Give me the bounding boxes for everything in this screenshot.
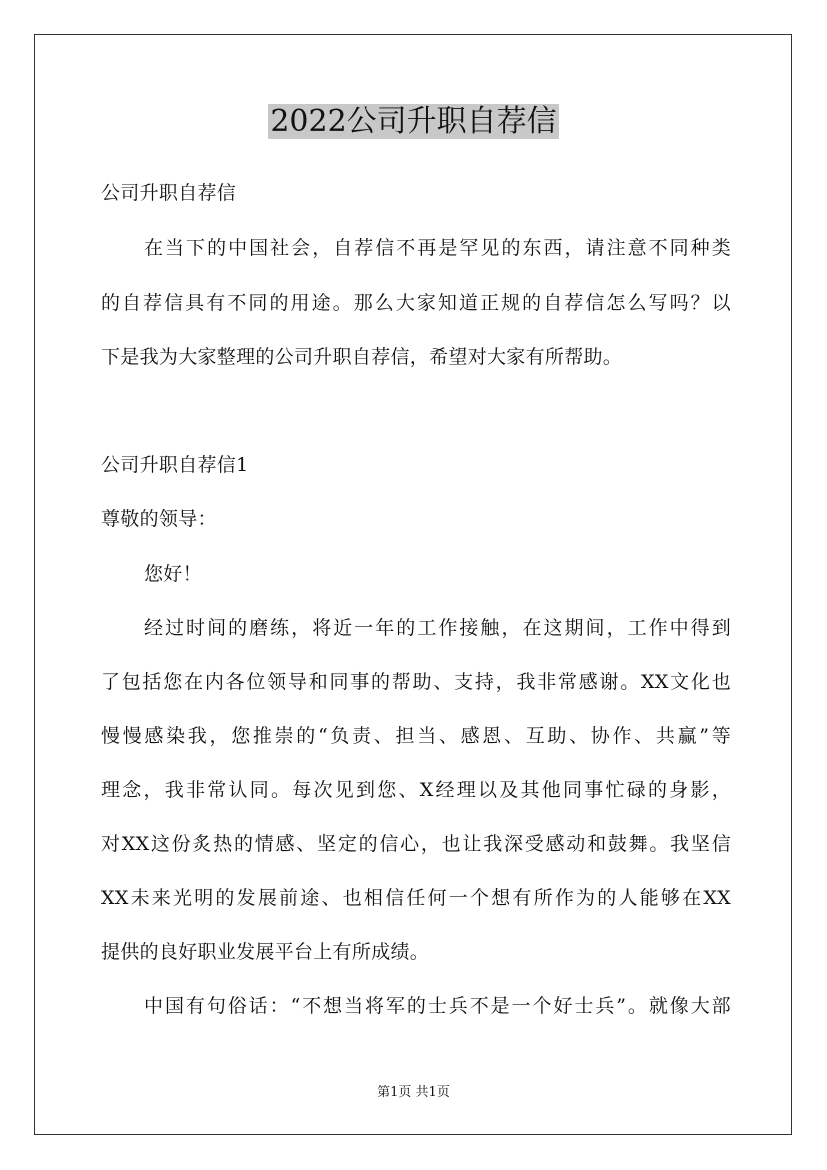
salutation: 尊敬的领导： bbox=[101, 508, 217, 530]
page-footer: 第1页 共1页 bbox=[377, 1085, 450, 1100]
document-title-text: 2022公司升职自荐信 bbox=[270, 104, 557, 139]
document-title bbox=[0, 102, 827, 142]
document-subtitle: 公司升职自荐信 bbox=[101, 182, 237, 204]
section-heading: 公司升职自荐信1 bbox=[101, 454, 249, 476]
greeting: 您好！ bbox=[144, 563, 202, 585]
paragraph-line: XX未来光明的发展前途、也相信任何一个想有所作为的人能够在XX bbox=[101, 887, 731, 909]
paragraph-line: 慢慢感染我，您推崇的“负责、担当、感恩、互助、协作、共赢”等 bbox=[101, 725, 731, 747]
paragraph-line: 中国有句俗话：“不想当将军的士兵不是一个好士兵”。就像大部 bbox=[144, 995, 731, 1017]
intro-line: 的自荐信具有不同的用途。那么大家知道正规的自荐信怎么写吗？以 bbox=[101, 292, 731, 314]
intro-line: 在当下的中国社会，自荐信不再是罕见的东西，请注意不同种类 bbox=[144, 237, 731, 259]
intro-line: 下是我为大家整理的公司升职自荐信，希望对大家有所帮助。 bbox=[101, 346, 623, 368]
paragraph-line: 经过时间的磨练，将近一年的工作接触，在这期间，工作中得到 bbox=[144, 617, 731, 639]
paragraph-line: 对XX这份炙热的情感、坚定的信心，也让我深受感动和鼓舞。我坚信 bbox=[101, 833, 731, 855]
paragraph-line: 了包括您在内各位领导和同事的帮助、支持，我非常感谢。XX文化也 bbox=[101, 671, 731, 693]
paragraph-line: 理念，我非常认同。每次见到您、X经理以及其他同事忙碌的身影， bbox=[101, 779, 731, 801]
paragraph-line: 提供的良好职业发展平台上有所成绩。 bbox=[101, 941, 430, 963]
